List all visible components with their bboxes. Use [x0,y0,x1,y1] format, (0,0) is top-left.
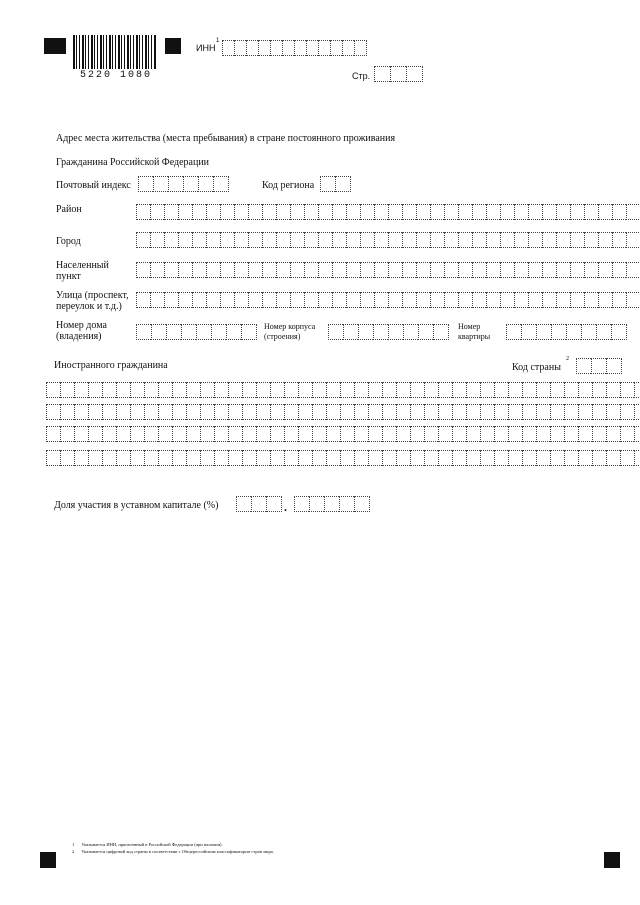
postal-code-label: Почтовый индекс [56,180,131,191]
house-number-cells[interactable] [136,324,257,340]
inn-label: ИНН [196,43,216,53]
postal-code-cells[interactable] [138,176,229,192]
share-label: Доля участия в уставном капитале (%) [54,500,219,511]
street-label: Улица (проспект, переулок и т.д.) [56,290,129,312]
registration-marker-bottom-right [604,852,620,868]
street-cells[interactable] [136,292,640,308]
region-code-cells[interactable] [320,176,351,192]
barcode-number: 5220 1080 [80,70,153,81]
foreign-citizen-heading: Иностранного гражданина [54,360,168,371]
settlement-cells[interactable] [136,262,640,278]
foreign-address-row-2[interactable] [46,404,640,420]
country-code-label: Код страны [512,362,561,373]
settlement-label: Населенный пункт [56,260,109,282]
footnote-1: 1 Указывается ИНН, присвоенный в Российской Федерации (при наличии). [72,842,223,847]
registration-marker-top-left [44,38,66,54]
russian-citizen-heading: Гражданина Российской Федерации [56,157,210,168]
share-integer-cells[interactable] [236,496,282,512]
inn-superscript: 1 [216,38,220,44]
city-cells[interactable] [136,232,640,248]
registration-marker-top-right [165,38,181,54]
district-cells[interactable] [136,204,640,220]
city-label: Город [56,236,81,247]
country-code-cells[interactable] [576,358,622,374]
section-title: Адрес места жительства (места пребывания) в стране постоянного проживания [56,133,396,144]
foreign-address-row-3[interactable] [46,426,640,442]
foreign-address-row-1[interactable] [46,382,640,398]
country-code-superscript: 2 [566,356,569,362]
inn-cells[interactable] [222,40,367,56]
share-fraction-cells[interactable] [294,496,370,512]
apartment-number-label: Номер квартиры [458,322,491,341]
region-code-label: Код региона [262,180,315,191]
district-label: Район [56,204,82,215]
apartment-number-cells[interactable] [506,324,627,340]
share-decimal-separator: . [284,500,287,514]
foreign-address-row-4[interactable] [46,450,640,466]
building-number-label: Номер корпуса (строения) [264,322,316,341]
footnote-2: 2 Указывается цифровой код страны в соответствии с Общероссийским классификатором стран мира. [72,849,274,854]
barcode [73,35,157,69]
house-number-label: Номер дома (владения) [56,320,107,342]
page-label: Стр. [352,71,371,81]
building-number-cells[interactable] [328,324,449,340]
page-number-cells[interactable] [374,66,423,82]
registration-marker-bottom-left [40,852,56,868]
